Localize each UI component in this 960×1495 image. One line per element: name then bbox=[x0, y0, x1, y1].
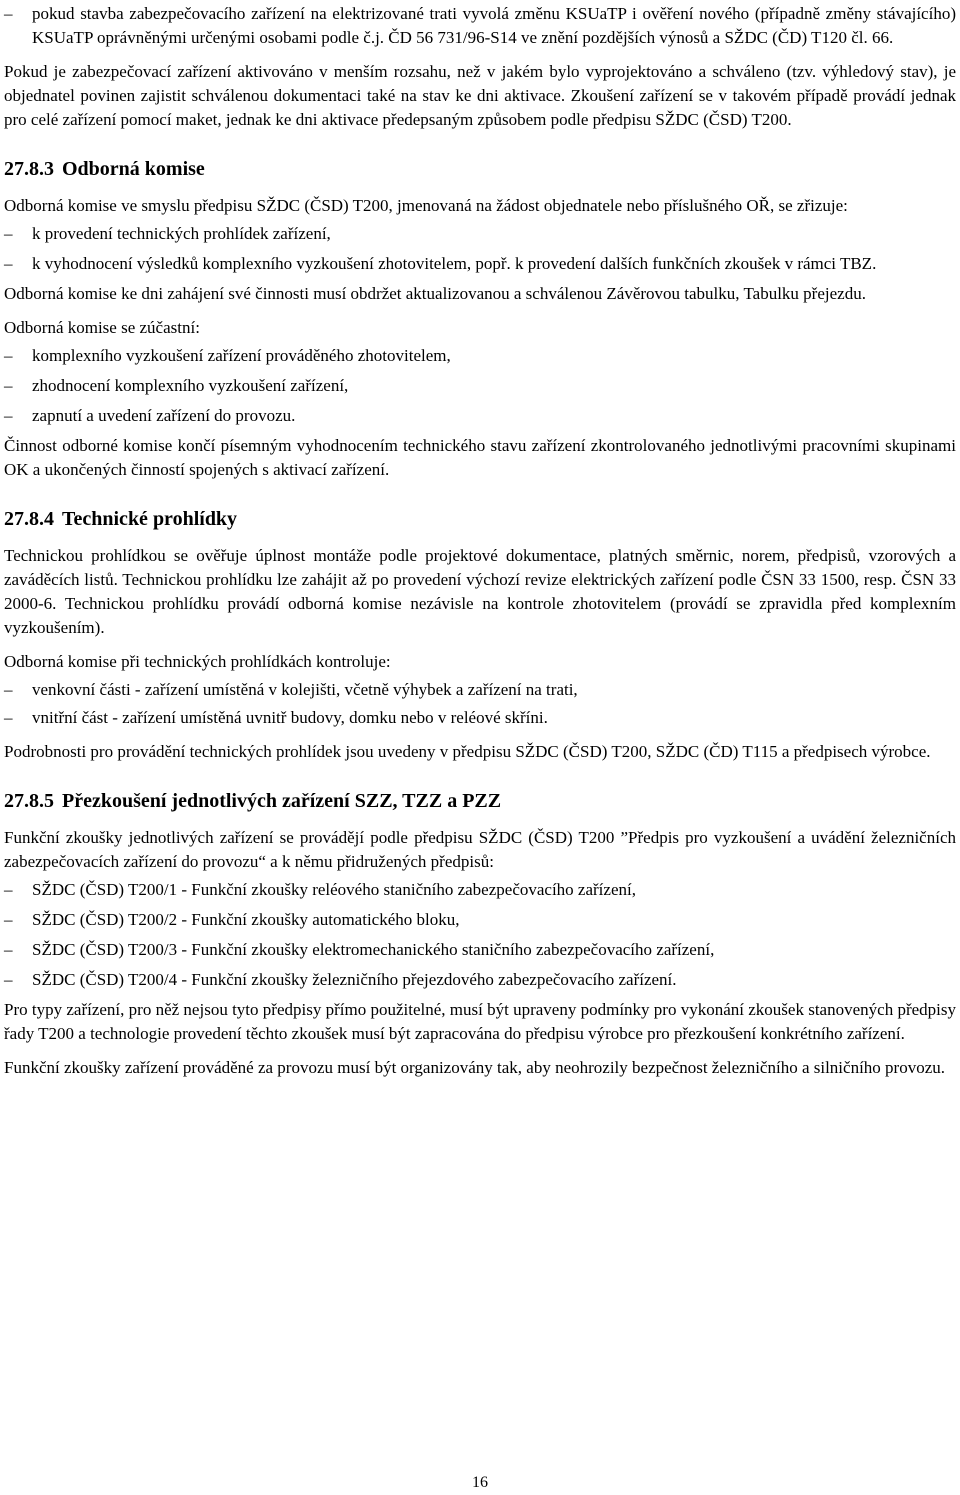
intro-paragraph: Pokud je zabezpečovací zařízení aktivováno v menším rozsahu, než v jakém bylo vyprojektováno a schváleno (tzv. výhledový stav), je objednatel povinen zajistit schválenou dokumentaci také na stav ke dni aktivace. Zkoušení zařízení se v takovém případě provádí jednak pro celé zařízení pomocí maket, jednak ke dni aktivace předepsaným způsobem podle předpisu SŽDC (ČSD) T200. bbox=[4, 62, 956, 129]
paragraph: Odborná komise při technických prohlídkách kontroluje: bbox=[4, 652, 391, 671]
section-number: 27.8.3 bbox=[4, 158, 54, 180]
section-title: Odborná komise bbox=[62, 158, 205, 180]
list-item: – zhodnocení komplexního vyzkoušení zařízení, bbox=[4, 374, 956, 398]
commission-purpose-list bbox=[4, 222, 956, 276]
section-number: 27.8.4 bbox=[4, 508, 54, 530]
section-number: 27.8.5 bbox=[4, 790, 54, 812]
paragraph: Podrobnosti pro provádění technických prohlídek jsou uvedeny v předpisu SŽDC (ČSD) T200, SŽDC (ČD) T115 a předpisech výrobce. bbox=[4, 742, 931, 761]
paragraph: Funkční zkoušky jednotlivých zařízení se provádějí podle předpisu SŽDC (ČSD) T200 ”Předpis pro vyzkoušení a uvádění železničních zabezpečovacích zařízení do provozu“ a k němu přidružených předpisů: bbox=[4, 828, 956, 871]
paragraph: Pro typy zařízení, pro něž nejsou tyto předpisy přímo použitelné, musí být upraveny podmínky pro vykonání zkoušek stanovených předpisy řady T200 a technologie provedení těchto zkoušek musí být zapracována do předpisu výrobce pro přezkoušení konkrétního zařízení. bbox=[4, 1000, 956, 1043]
list-item: – k vyhodnocení výsledků komplexního vyzkoušení zhotovitelem, popř. k provedení dalších funkčních zkoušek v rámci TBZ. bbox=[4, 252, 956, 276]
intro-list bbox=[4, 2, 956, 50]
page-content bbox=[4, 2, 956, 1080]
list-item: – vnitřní část - zařízení umístěná uvnitř budovy, domku nebo v reléové skříni. bbox=[4, 706, 956, 730]
inspection-list bbox=[4, 678, 956, 730]
section-heading-27-8-5 bbox=[4, 788, 956, 814]
list-item: – komplexního vyzkoušení zařízení prováděného zhotovitelem, bbox=[4, 344, 956, 368]
list-item: – SŽDC (ČSD) T200/1 - Funkční zkoušky reléového staničního zabezpečovacího zařízení, bbox=[4, 878, 956, 902]
section-title: Přezkoušení jednotlivých zařízení SZZ, TZZ a PZZ bbox=[62, 790, 502, 812]
paragraph: Odborná komise ke dni zahájení své činnosti musí obdržet aktualizovanou a schválenou Závěrovou tabulku, Tabulku přejezdu. bbox=[4, 284, 866, 303]
page-number: 16 bbox=[472, 1474, 488, 1491]
section-title: Technické prohlídky bbox=[62, 508, 238, 530]
commission-participation-list bbox=[4, 344, 956, 428]
list-item: – SŽDC (ČSD) T200/4 - Funkční zkoušky železničního přejezdového zabezpečovacího zařízení. bbox=[4, 968, 956, 992]
list-item: – zapnutí a uvedení zařízení do provozu. bbox=[4, 404, 956, 428]
section-heading-27-8-3 bbox=[4, 156, 956, 182]
paragraph: Funkční zkoušky zařízení prováděné za provozu musí být organizovány tak, aby neohrozily bezpečnost železničního a silničního provozu. bbox=[4, 1058, 946, 1077]
section-heading-27-8-4 bbox=[4, 506, 956, 532]
list-item: – SŽDC (ČSD) T200/2 - Funkční zkoušky automatického bloku, bbox=[4, 908, 956, 932]
test-standards-list bbox=[4, 878, 956, 992]
list-item: – venkovní části - zařízení umístěná v kolejišti, včetně výhybek a zařízení na trati, bbox=[4, 678, 956, 702]
list-item: – pokud stavba zabezpečovacího zařízení na elektrizované trati vyvolá změnu KSUaTP i ověření nového (případně změny stávajícího) KSUaTP oprávněnými určenými osobami podle č.j. ČD 56 731/96-S14 ve znění pozdějších výnosů a SŽDC (ČD) T120 čl. 66. bbox=[4, 2, 956, 50]
list-item: – k provedení technických prohlídek zařízení, bbox=[4, 222, 956, 246]
paragraph: Technickou prohlídkou se ověřuje úplnost montáže podle projektové dokumentace, platných směrnic, norem, předpisů, vzorových a zaváděcích listů. Technickou prohlídku lze zahájit až po provedení výchozí revize elektrických zařízení podle ČSN 33 1500, resp. ČSN 33 2000-6. Technickou prohlídku provádí odborná komise nezávisle na kontrole zhotovitelem (provádí se zpravidla před komplexním vyzkoušením). bbox=[4, 546, 956, 637]
paragraph: Činnost odborné komise končí písemným vyhodnocením technického stavu zařízení zkontrolovaného jednotlivými pracovními skupinami OK a ukončených činností spojených s aktivací zařízení. bbox=[4, 436, 956, 479]
paragraph: Odborná komise ve smyslu předpisu SŽDC (ČSD) T200, jmenovaná na žádost objednatele nebo příslušného OŘ, se zřizuje: bbox=[4, 196, 848, 215]
list-item: – SŽDC (ČSD) T200/3 - Funkční zkoušky elektromechanického staničního zabezpečovacího zařízení, bbox=[4, 938, 956, 962]
paragraph: Odborná komise se zúčastní: bbox=[4, 318, 200, 337]
